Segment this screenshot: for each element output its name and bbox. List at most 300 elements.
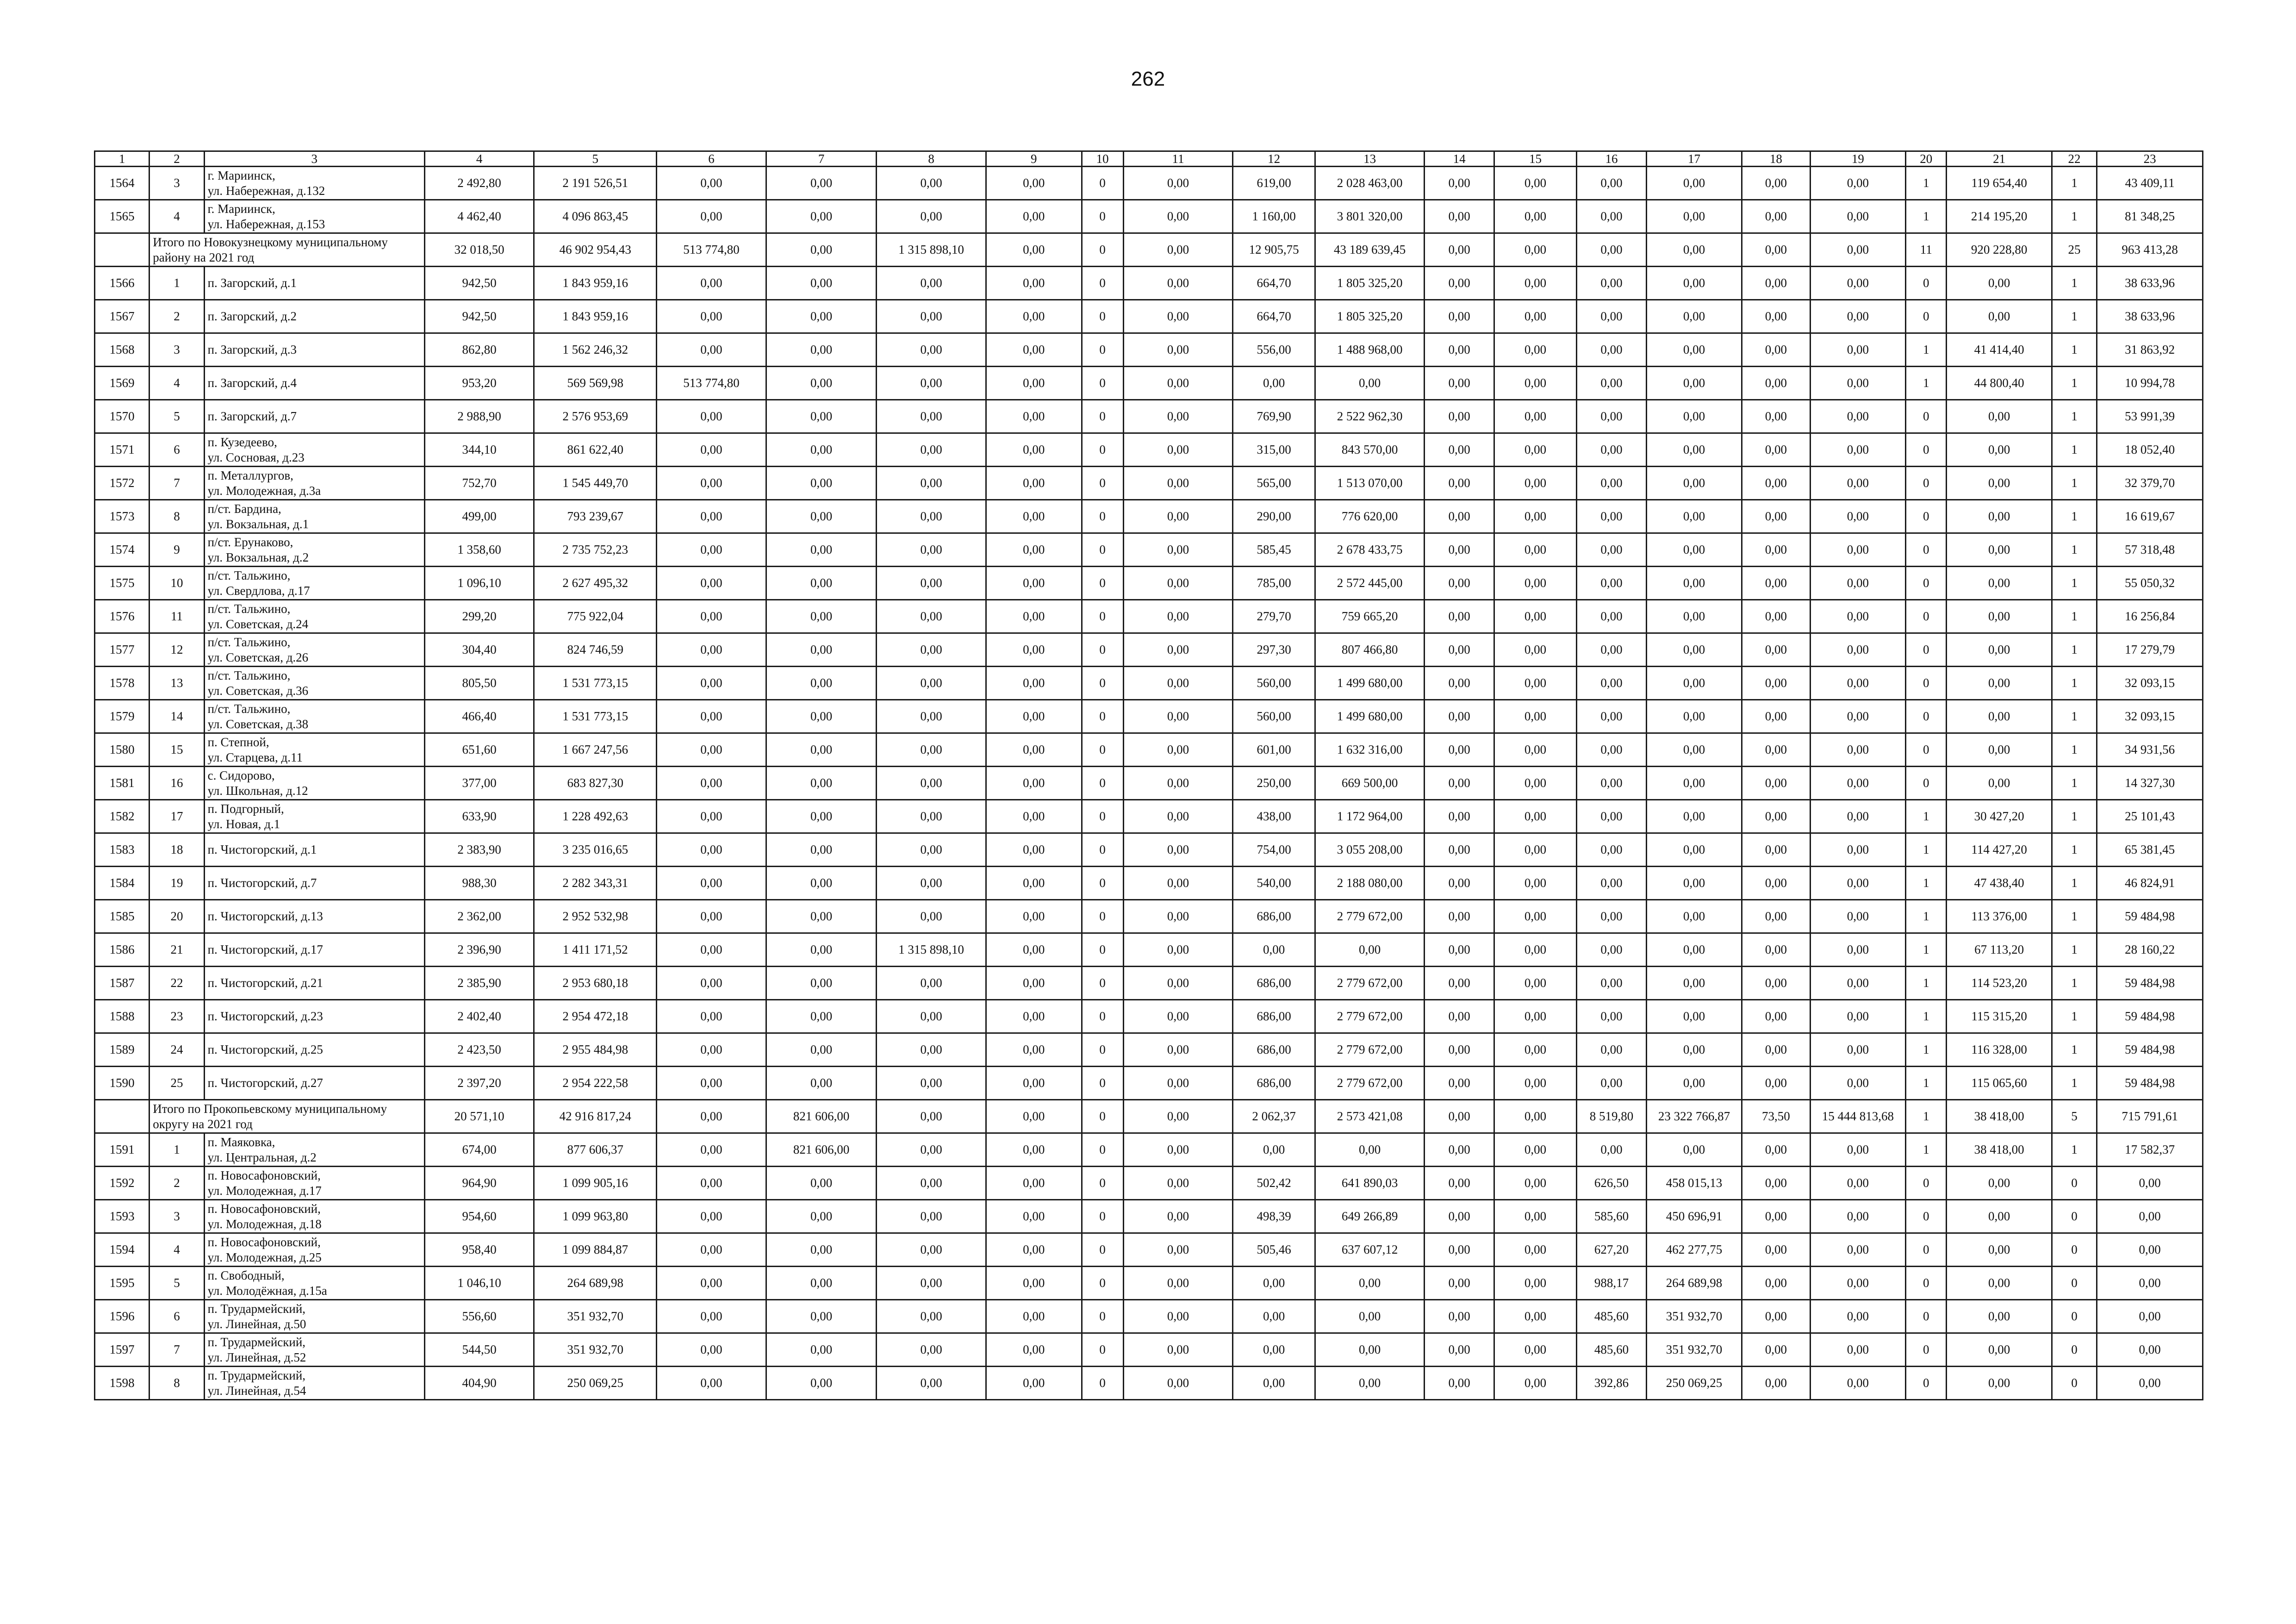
subtotal-cell: 1 315 898,10 xyxy=(877,233,986,267)
value-cell: 0,00 xyxy=(1425,1033,1494,1067)
value-cell: 59 484,98 xyxy=(2097,1067,2203,1100)
value-cell: 0,00 xyxy=(657,1300,766,1333)
value-cell: 0,00 xyxy=(986,533,1082,567)
value-cell: 0,00 xyxy=(986,600,1082,633)
column-number-20: 20 xyxy=(1906,151,1947,167)
value-cell: 0,00 xyxy=(1315,1267,1425,1300)
value-cell: 843 570,00 xyxy=(1315,433,1425,467)
value-cell: 0,00 xyxy=(1810,667,1906,700)
value-cell: 0,00 xyxy=(1646,967,1742,1000)
value-cell: 619,00 xyxy=(1233,167,1315,200)
value-cell: 0,00 xyxy=(1425,833,1494,867)
value-cell: 0,00 xyxy=(1425,267,1494,300)
value-cell: 351 932,70 xyxy=(1646,1333,1742,1367)
value-cell: 0,00 xyxy=(1810,800,1906,833)
value-cell: 450 696,91 xyxy=(1646,1200,1742,1233)
value-cell: 0 xyxy=(1082,1300,1123,1333)
value-cell: 0,00 xyxy=(1425,900,1494,933)
value-cell: 505,46 xyxy=(1233,1233,1315,1267)
value-cell: 1 xyxy=(2052,800,2097,833)
table-row xyxy=(95,833,2203,867)
value-cell: 0,00 xyxy=(1123,800,1233,833)
value-cell: 0,00 xyxy=(1494,533,1576,567)
value-cell: 0,00 xyxy=(1646,567,1742,600)
sub-number-cell: 12 xyxy=(149,633,204,667)
value-cell: 0,00 xyxy=(1315,1133,1425,1167)
value-cell: 0 xyxy=(1082,800,1123,833)
address-cell: п/ст. Тальжино, ул. Советская, д.24 xyxy=(204,600,424,633)
subtotal-cell: 0,00 xyxy=(1646,233,1742,267)
value-cell: 769,90 xyxy=(1233,400,1315,433)
sub-number-cell: 24 xyxy=(149,1033,204,1067)
value-cell: 0,00 xyxy=(657,1333,766,1367)
value-cell: 0 xyxy=(1906,533,1947,567)
table-row xyxy=(95,967,2203,1000)
value-cell: 0,00 xyxy=(657,933,766,967)
value-cell: 0,00 xyxy=(1425,933,1494,967)
value-cell: 0,00 xyxy=(766,767,877,800)
row-number-cell: 1564 xyxy=(95,167,149,200)
value-cell: 0,00 xyxy=(1577,333,1646,367)
value-cell: 2 396,90 xyxy=(424,933,534,967)
value-cell: 0,00 xyxy=(1425,800,1494,833)
value-cell: 0 xyxy=(1082,200,1123,233)
value-cell: 1 562 246,32 xyxy=(534,333,657,367)
address-cell: п. Трудармейский, ул. Линейная, д.54 xyxy=(204,1367,424,1400)
table-row xyxy=(95,667,2203,700)
column-number-8: 8 xyxy=(877,151,986,167)
value-cell: 2 028 463,00 xyxy=(1315,167,1425,200)
address-cell: п/ст. Тальжино, ул. Советская, д.26 xyxy=(204,633,424,667)
value-cell: 0,00 xyxy=(1494,1000,1576,1033)
value-cell: 633,90 xyxy=(424,800,534,833)
value-cell: 0,00 xyxy=(986,700,1082,733)
value-cell: 0,00 xyxy=(1742,967,1810,1000)
row-number-cell: 1583 xyxy=(95,833,149,867)
value-cell: 485,60 xyxy=(1577,1300,1646,1333)
value-cell: 2 988,90 xyxy=(424,400,534,433)
value-cell: 0,00 xyxy=(1810,933,1906,967)
table-row xyxy=(95,1200,2203,1233)
value-cell: 0,00 xyxy=(1315,933,1425,967)
value-cell: 0 xyxy=(1082,600,1123,633)
value-cell: 0 xyxy=(1906,1333,1947,1367)
value-cell: 0 xyxy=(1082,1367,1123,1400)
value-cell: 0,00 xyxy=(1494,1333,1576,1367)
value-cell: 53 991,39 xyxy=(2097,400,2203,433)
sub-number-cell: 4 xyxy=(149,200,204,233)
value-cell: 0,00 xyxy=(1646,433,1742,467)
column-number-row xyxy=(95,151,2203,167)
value-cell: 2 779 672,00 xyxy=(1315,967,1425,1000)
row-number-cell: 1585 xyxy=(95,900,149,933)
row-number-cell: 1595 xyxy=(95,1267,149,1300)
value-cell: 0,00 xyxy=(766,700,877,733)
subtotal-cell: 920 228,80 xyxy=(1947,233,2052,267)
value-cell: 0 xyxy=(1082,400,1123,433)
value-cell: 0,00 xyxy=(877,700,986,733)
row-number-cell: 1573 xyxy=(95,500,149,533)
value-cell: 0,00 xyxy=(877,1367,986,1400)
value-cell: 0 xyxy=(1906,300,1947,333)
value-cell: 0,00 xyxy=(1646,400,1742,433)
value-cell: 0 xyxy=(1906,400,1947,433)
sub-number-cell: 7 xyxy=(149,467,204,500)
value-cell: 0 xyxy=(1906,1200,1947,1233)
subtotal-cell: 0,00 xyxy=(1577,233,1646,267)
value-cell: 0,00 xyxy=(1425,333,1494,367)
row-number-cell: 1567 xyxy=(95,300,149,333)
value-cell: 0,00 xyxy=(1123,267,1233,300)
value-cell: 0,00 xyxy=(1123,700,1233,733)
value-cell: 0,00 xyxy=(1123,1367,1233,1400)
table-row xyxy=(95,1067,2203,1100)
value-cell: 0,00 xyxy=(1577,700,1646,733)
value-cell: 0,00 xyxy=(877,1067,986,1100)
value-cell: 0 xyxy=(1906,567,1947,600)
value-cell: 0,00 xyxy=(657,1233,766,1267)
value-cell: 0,00 xyxy=(1810,1133,1906,1167)
value-cell: 0,00 xyxy=(1742,1333,1810,1367)
table-row xyxy=(95,1000,2203,1033)
value-cell: 0,00 xyxy=(986,833,1082,867)
value-cell: 2 522 962,30 xyxy=(1315,400,1425,433)
address-cell: п. Чистогорский, д.1 xyxy=(204,833,424,867)
value-cell: 0 xyxy=(1082,1033,1123,1067)
value-cell: 0,00 xyxy=(1810,433,1906,467)
table-row xyxy=(95,633,2203,667)
value-cell: 0,00 xyxy=(657,1267,766,1300)
column-number-5: 5 xyxy=(534,151,657,167)
value-cell: 0,00 xyxy=(1646,667,1742,700)
value-cell: 0,00 xyxy=(657,300,766,333)
row-number-cell: 1570 xyxy=(95,400,149,433)
value-cell: 0 xyxy=(1082,500,1123,533)
value-cell: 0,00 xyxy=(1742,1233,1810,1267)
value-cell: 44 800,40 xyxy=(1947,367,2052,400)
address-cell: п. Чистогорский, д.17 xyxy=(204,933,424,967)
value-cell: 0,00 xyxy=(877,300,986,333)
row-number-cell: 1586 xyxy=(95,933,149,967)
value-cell: 0,00 xyxy=(1742,1033,1810,1067)
value-cell: 2 955 484,98 xyxy=(534,1033,657,1067)
value-cell: 0,00 xyxy=(1577,433,1646,467)
value-cell: 0,00 xyxy=(1947,767,2052,800)
address-cell: п/ст. Ерунаково, ул. Вокзальная, д.2 xyxy=(204,533,424,567)
value-cell: 1 xyxy=(2052,367,2097,400)
sub-number-cell: 19 xyxy=(149,867,204,900)
value-cell: 776 620,00 xyxy=(1315,500,1425,533)
value-cell: 0,00 xyxy=(1810,1167,1906,1200)
column-number-19: 19 xyxy=(1810,151,1906,167)
address-cell: п. Загорский, д.4 xyxy=(204,367,424,400)
value-cell: 0 xyxy=(1082,1067,1123,1100)
value-cell: 0 xyxy=(1906,433,1947,467)
value-cell: 0,00 xyxy=(1947,500,2052,533)
register-table xyxy=(94,150,2203,1400)
value-cell: 0,00 xyxy=(766,533,877,567)
value-cell: 1 xyxy=(2052,733,2097,767)
value-cell: 686,00 xyxy=(1233,1067,1315,1100)
value-cell: 0,00 xyxy=(877,333,986,367)
value-cell: 2 779 672,00 xyxy=(1315,1000,1425,1033)
value-cell: 2 952 532,98 xyxy=(534,900,657,933)
column-number-11: 11 xyxy=(1123,151,1233,167)
value-cell: 0,00 xyxy=(1810,267,1906,300)
value-cell: 0,00 xyxy=(1577,967,1646,1000)
value-cell: 0,00 xyxy=(1315,1300,1425,1333)
value-cell: 0,00 xyxy=(986,1300,1082,1333)
value-cell: 0,00 xyxy=(657,733,766,767)
value-cell: 0,00 xyxy=(1494,400,1576,433)
value-cell: 1 160,00 xyxy=(1233,200,1315,233)
value-cell: 0,00 xyxy=(877,1300,986,1333)
value-cell: 0,00 xyxy=(1577,200,1646,233)
value-cell: 0 xyxy=(1082,933,1123,967)
value-cell: 585,45 xyxy=(1233,533,1315,567)
value-cell: 0,00 xyxy=(1123,767,1233,800)
value-cell: 0 xyxy=(1082,467,1123,500)
value-cell: 0,00 xyxy=(1123,333,1233,367)
value-cell: 641 890,03 xyxy=(1315,1167,1425,1200)
row-number-cell: 1589 xyxy=(95,1033,149,1067)
value-cell: 0,00 xyxy=(1123,633,1233,667)
value-cell: 0,00 xyxy=(1123,567,1233,600)
value-cell: 0,00 xyxy=(1947,700,2052,733)
value-cell: 0,00 xyxy=(1233,1267,1315,1300)
value-cell: 0,00 xyxy=(1494,767,1576,800)
value-cell: 38 633,96 xyxy=(2097,267,2203,300)
value-cell: 0,00 xyxy=(1494,567,1576,600)
row-number-cell: 1580 xyxy=(95,733,149,767)
value-cell: 0,00 xyxy=(986,1133,1082,1167)
sub-number-cell: 2 xyxy=(149,1167,204,1200)
subtotal-row xyxy=(95,1100,2203,1133)
value-cell: 0,00 xyxy=(1646,500,1742,533)
value-cell: 1 xyxy=(2052,1000,2097,1033)
value-cell: 0,00 xyxy=(1123,1167,1233,1200)
column-number-12: 12 xyxy=(1233,151,1315,167)
value-cell: 513 774,80 xyxy=(657,367,766,400)
value-cell: 1 xyxy=(1906,967,1947,1000)
value-cell: 485,60 xyxy=(1577,1333,1646,1367)
value-cell: 0,00 xyxy=(1494,333,1576,367)
value-cell: 0,00 xyxy=(1425,1267,1494,1300)
value-cell: 0,00 xyxy=(766,433,877,467)
value-cell: 119 654,40 xyxy=(1947,167,2052,200)
value-cell: 462 277,75 xyxy=(1646,1233,1742,1267)
value-cell: 686,00 xyxy=(1233,1000,1315,1033)
value-cell: 0,00 xyxy=(1577,900,1646,933)
value-cell: 10 994,78 xyxy=(2097,367,2203,400)
value-cell: 0,00 xyxy=(1646,733,1742,767)
row-number-cell: 1574 xyxy=(95,533,149,567)
value-cell: 0,00 xyxy=(986,500,1082,533)
column-number-2: 2 xyxy=(149,151,204,167)
table-row xyxy=(95,467,2203,500)
value-cell: 0,00 xyxy=(1577,1133,1646,1167)
table-row xyxy=(95,1233,2203,1267)
table-row xyxy=(95,267,2203,300)
value-cell: 1 xyxy=(2052,500,2097,533)
value-cell: 0,00 xyxy=(657,700,766,733)
value-cell: 0,00 xyxy=(657,967,766,1000)
value-cell: 0 xyxy=(2052,1200,2097,1233)
value-cell: 0,00 xyxy=(1646,333,1742,367)
value-cell: 1 xyxy=(2052,967,2097,1000)
address-cell: с. Сидорово, ул. Школьная, д.12 xyxy=(204,767,424,800)
subtotal-empty-cell xyxy=(95,1100,149,1133)
table-row xyxy=(95,433,2203,467)
value-cell: 438,00 xyxy=(1233,800,1315,833)
sub-number-cell: 1 xyxy=(149,267,204,300)
sub-number-cell: 15 xyxy=(149,733,204,767)
value-cell: 1 xyxy=(2052,167,2097,200)
value-cell: 958,40 xyxy=(424,1233,534,1267)
value-cell: 0,00 xyxy=(1947,1333,2052,1367)
value-cell: 0,00 xyxy=(766,567,877,600)
address-cell: п. Чистогорский, д.21 xyxy=(204,967,424,1000)
value-cell: 28 160,22 xyxy=(2097,933,2203,967)
value-cell: 0 xyxy=(1082,533,1123,567)
value-cell: 0,00 xyxy=(1810,533,1906,567)
value-cell: 0 xyxy=(1906,1233,1947,1267)
value-cell: 59 484,98 xyxy=(2097,967,2203,1000)
value-cell: 0,00 xyxy=(1123,1133,1233,1167)
value-cell: 0,00 xyxy=(1123,1000,1233,1033)
value-cell: 0,00 xyxy=(1425,733,1494,767)
value-cell: 14 327,30 xyxy=(2097,767,2203,800)
value-cell: 0,00 xyxy=(766,1067,877,1100)
value-cell: 0,00 xyxy=(1577,833,1646,867)
value-cell: 0 xyxy=(1082,1267,1123,1300)
value-cell: 377,00 xyxy=(424,767,534,800)
sub-number-cell: 23 xyxy=(149,1000,204,1033)
value-cell: 0,00 xyxy=(1810,1367,1906,1400)
value-cell: 0 xyxy=(1906,600,1947,633)
value-cell: 0,00 xyxy=(766,1233,877,1267)
value-cell: 0 xyxy=(1082,1133,1123,1167)
value-cell: 0,00 xyxy=(1123,200,1233,233)
table-row xyxy=(95,367,2203,400)
value-cell: 0 xyxy=(1082,1233,1123,1267)
row-number-cell: 1596 xyxy=(95,1300,149,1333)
row-number-cell: 1569 xyxy=(95,367,149,400)
value-cell: 0,00 xyxy=(877,500,986,533)
value-cell: 1 xyxy=(1906,367,1947,400)
value-cell: 250 069,25 xyxy=(1646,1367,1742,1400)
value-cell: 0,00 xyxy=(1123,1267,1233,1300)
value-cell: 65 381,45 xyxy=(2097,833,2203,867)
value-cell: 0,00 xyxy=(1646,700,1742,733)
value-cell: 0,00 xyxy=(766,267,877,300)
sub-number-cell: 8 xyxy=(149,500,204,533)
value-cell: 0,00 xyxy=(1123,1233,1233,1267)
value-cell: 1 488 968,00 xyxy=(1315,333,1425,367)
address-cell: п. Чистогорский, д.23 xyxy=(204,1000,424,1033)
value-cell: 466,40 xyxy=(424,700,534,733)
value-cell: 0,00 xyxy=(1233,367,1315,400)
value-cell: 0,00 xyxy=(1646,1133,1742,1167)
value-cell: 683 827,30 xyxy=(534,767,657,800)
value-cell: 0,00 xyxy=(1742,1300,1810,1333)
value-cell: 0,00 xyxy=(1646,300,1742,333)
value-cell: 0,00 xyxy=(986,867,1082,900)
column-number-6: 6 xyxy=(657,151,766,167)
value-cell: 649 266,89 xyxy=(1315,1200,1425,1233)
value-cell: 0,00 xyxy=(1494,667,1576,700)
value-cell: 0,00 xyxy=(1315,1367,1425,1400)
value-cell: 0,00 xyxy=(1494,1367,1576,1400)
address-cell: г. Мариинск, ул. Набережная, д.132 xyxy=(204,167,424,200)
value-cell: 0,00 xyxy=(1742,200,1810,233)
address-cell: п. Чистогорский, д.27 xyxy=(204,1067,424,1100)
sub-number-cell: 22 xyxy=(149,967,204,1000)
value-cell: 0,00 xyxy=(1425,767,1494,800)
value-cell: 0 xyxy=(1082,1200,1123,1233)
value-cell: 1 xyxy=(1906,1067,1947,1100)
value-cell: 0,00 xyxy=(766,167,877,200)
address-cell: п. Чистогорский, д.25 xyxy=(204,1033,424,1067)
value-cell: 0,00 xyxy=(1810,567,1906,600)
value-cell: 0,00 xyxy=(766,1300,877,1333)
row-number-cell: 1566 xyxy=(95,267,149,300)
row-number-cell: 1576 xyxy=(95,600,149,633)
value-cell: 0,00 xyxy=(657,167,766,200)
value-cell: 0,00 xyxy=(1577,267,1646,300)
subtotal-label: Итого по Новокузнецкому муниципальному району на 2021 год xyxy=(149,233,425,267)
value-cell: 664,70 xyxy=(1233,267,1315,300)
value-cell: 67 113,20 xyxy=(1947,933,2052,967)
value-cell: 0,00 xyxy=(1646,467,1742,500)
value-cell: 0 xyxy=(1906,500,1947,533)
value-cell: 0,00 xyxy=(1742,900,1810,933)
value-cell: 1 046,10 xyxy=(424,1267,534,1300)
address-cell: п/ст. Бардина, ул. Вокзальная, д.1 xyxy=(204,500,424,533)
value-cell: 0,00 xyxy=(877,600,986,633)
value-cell: 458 015,13 xyxy=(1646,1167,1742,1200)
value-cell: 1 xyxy=(1906,900,1947,933)
value-cell: 1 xyxy=(2052,933,2097,967)
value-cell: 0,00 xyxy=(657,867,766,900)
value-cell: 0,00 xyxy=(1742,533,1810,567)
value-cell: 0,00 xyxy=(1123,733,1233,767)
value-cell: 0,00 xyxy=(1742,767,1810,800)
sub-number-cell: 10 xyxy=(149,567,204,600)
column-number-3: 3 xyxy=(204,151,424,167)
table-row xyxy=(95,1300,2203,1333)
value-cell: 0,00 xyxy=(1425,633,1494,667)
subtotal-cell: 0,00 xyxy=(1494,1100,1576,1133)
value-cell: 0,00 xyxy=(1947,633,2052,667)
value-cell: 34 931,56 xyxy=(2097,733,2203,767)
value-cell: 0,00 xyxy=(1123,467,1233,500)
column-number-17: 17 xyxy=(1646,151,1742,167)
sub-number-cell: 4 xyxy=(149,367,204,400)
value-cell: 0,00 xyxy=(986,1267,1082,1300)
value-cell: 0,00 xyxy=(877,567,986,600)
value-cell: 0,00 xyxy=(2097,1367,2203,1400)
value-cell: 0 xyxy=(1906,633,1947,667)
value-cell: 0,00 xyxy=(1742,500,1810,533)
value-cell: 1 xyxy=(1906,1000,1947,1033)
value-cell: 759 665,20 xyxy=(1315,600,1425,633)
value-cell: 0 xyxy=(1082,833,1123,867)
value-cell: 585,60 xyxy=(1577,1200,1646,1233)
value-cell: 0,00 xyxy=(986,967,1082,1000)
value-cell: 1 xyxy=(2052,200,2097,233)
value-cell: 2 423,50 xyxy=(424,1033,534,1067)
